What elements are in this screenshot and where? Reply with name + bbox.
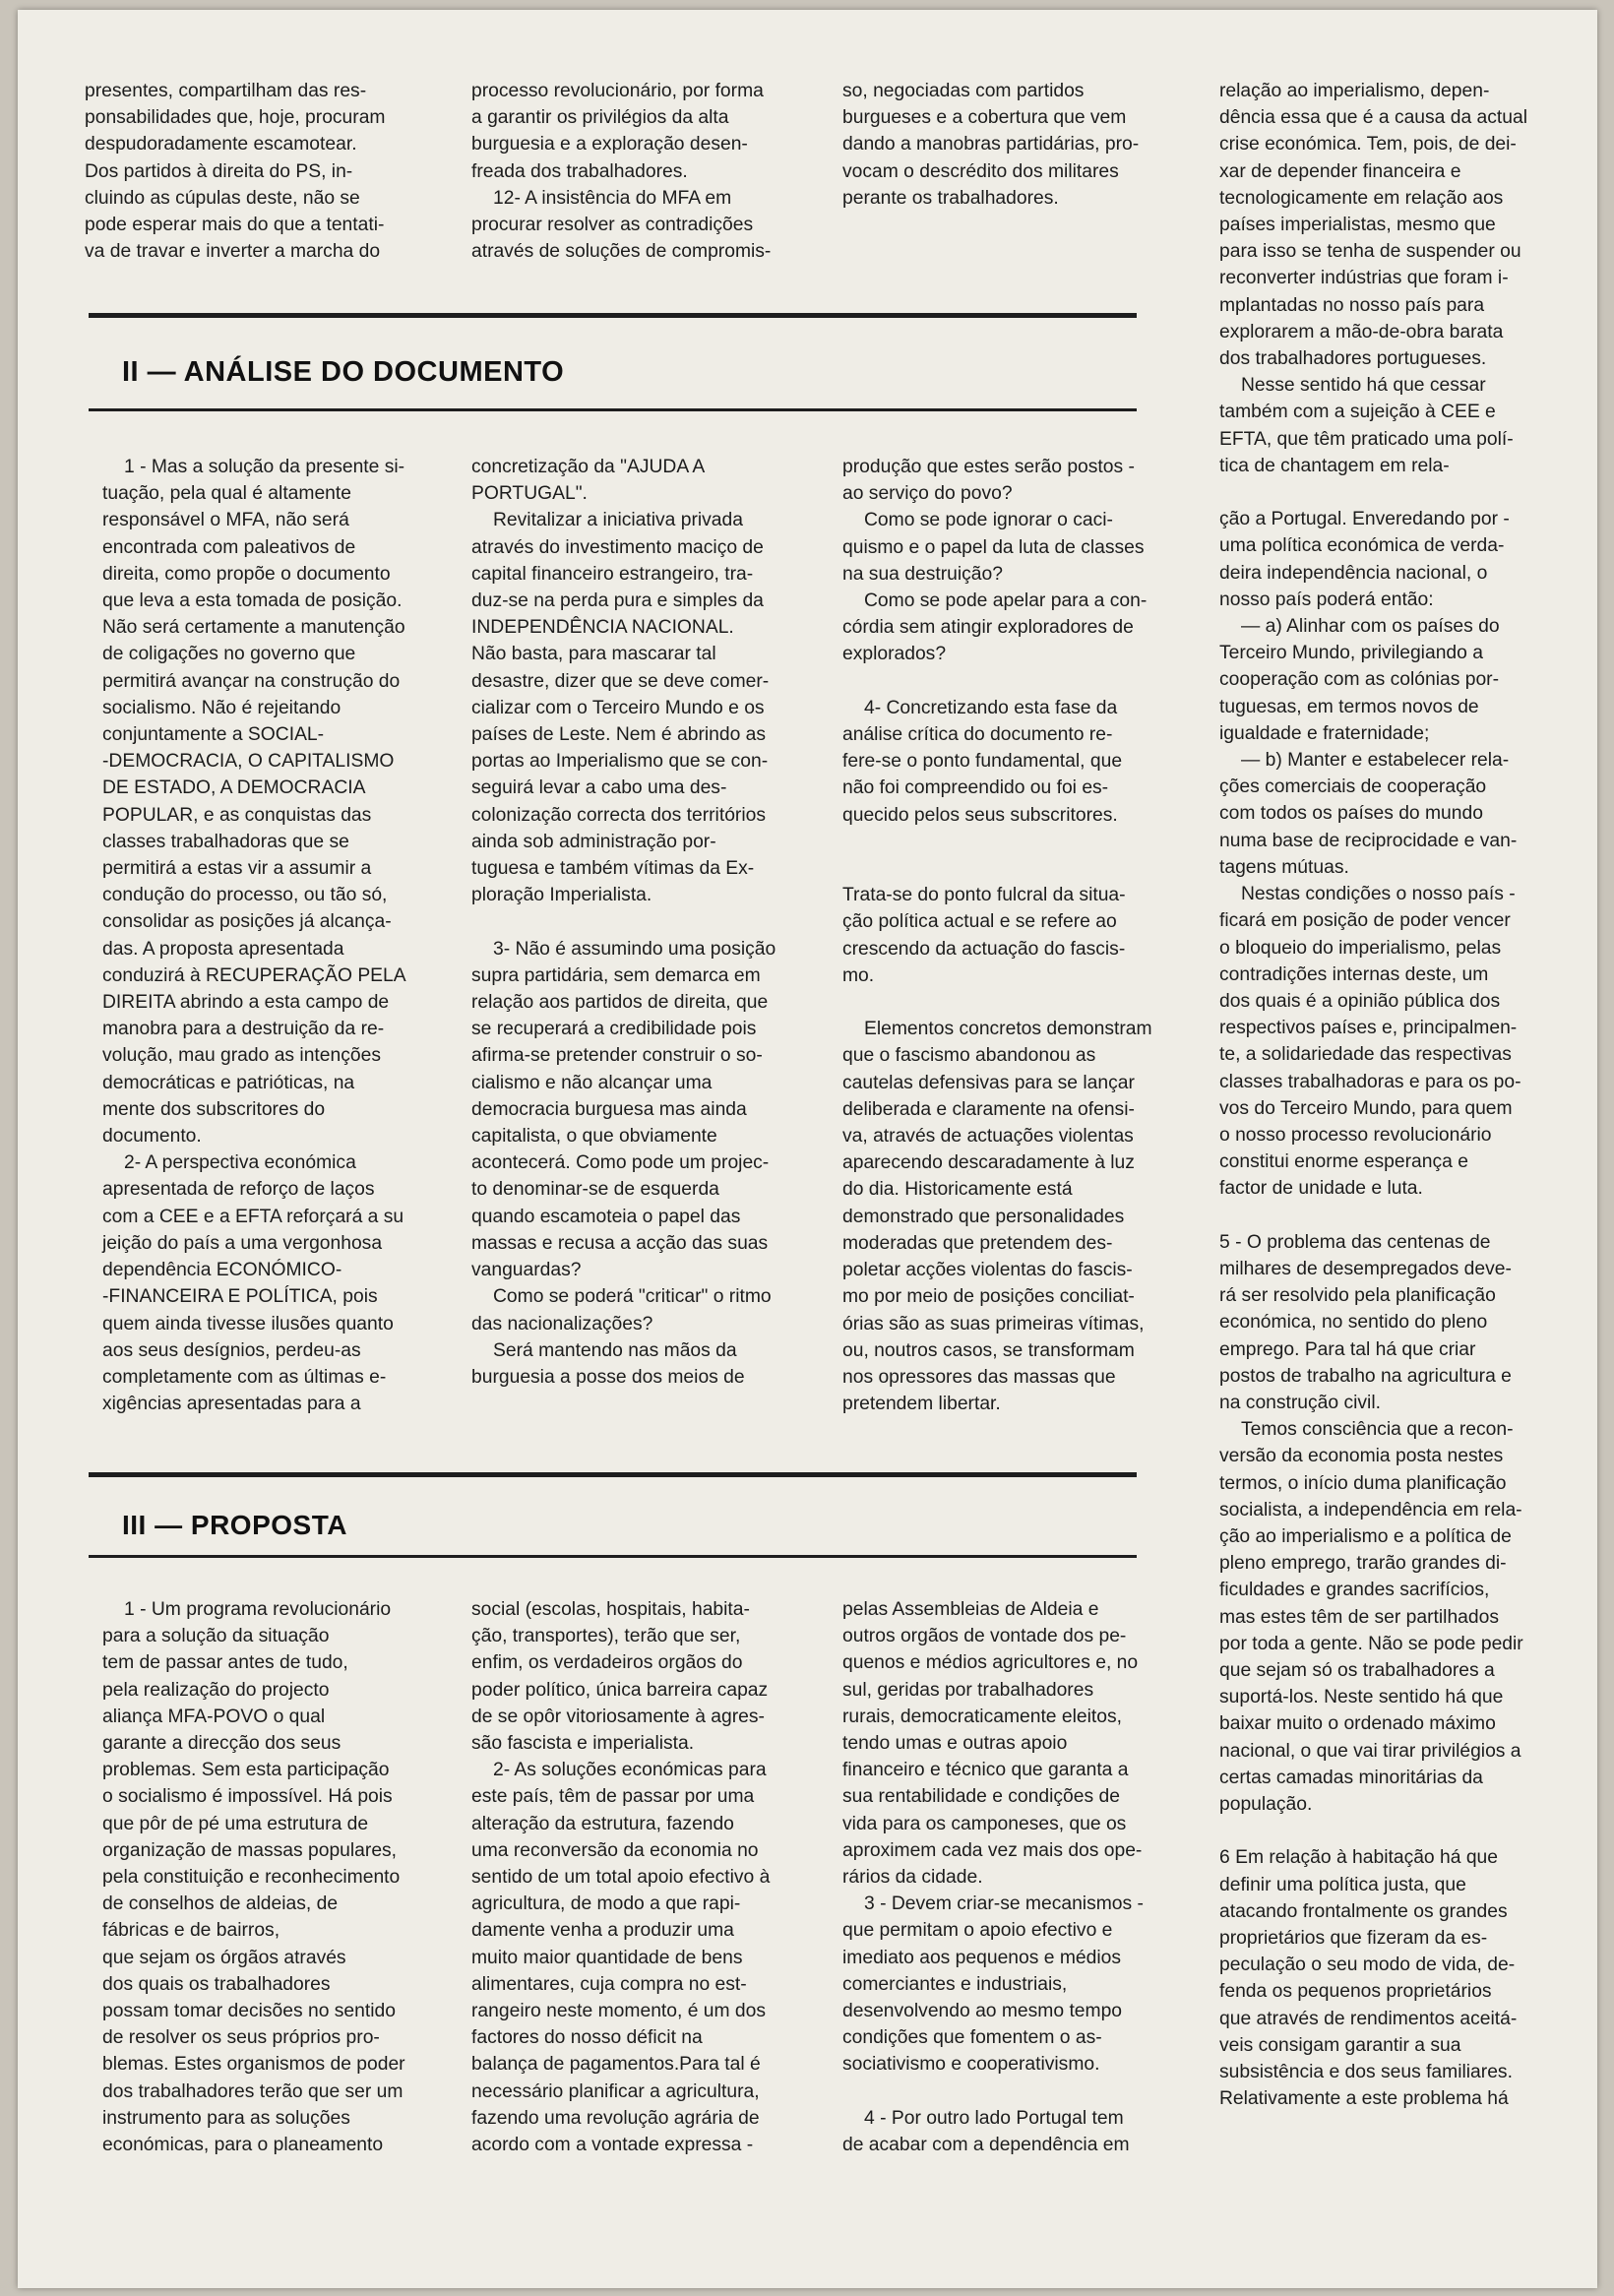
text-line: na construção civil. [1219, 1392, 1381, 1413]
text-line: Como se pode apelar para a con- [864, 590, 1148, 612]
text-line: sentido de um total apoio efectivo à [471, 1867, 771, 1889]
text-line: através de soluções de compromis- [471, 241, 772, 263]
text-line: crescendo da actuação do fascis- [842, 938, 1126, 960]
text-line: pela realização do projecto [102, 1679, 330, 1701]
text-line: alimentares, cuja compra no est- [471, 1973, 747, 1995]
text-line: dos trabalhadores portugueses. [1219, 348, 1487, 370]
text-line: encontrada com paleativos de [102, 536, 356, 558]
text-line: va, através de actuações violentas [842, 1126, 1134, 1148]
text-line: explorarem a mão-de-obra barata [1219, 321, 1504, 342]
text-line: necessário planificar a agricultura, [471, 2080, 760, 2102]
text-line: na sua destruição? [842, 563, 1003, 585]
text-line: aparecendo descaradamente à luz [842, 1152, 1135, 1174]
text-line: -DEMOCRACIA, O CAPITALISMO [102, 751, 395, 773]
text-line: postos de trabalho na agricultura e [1219, 1365, 1512, 1387]
text-line: — a) Alinhar com os países do [1241, 616, 1500, 638]
text-line: igualdade e fraternidade; [1219, 722, 1430, 744]
text-line: de resolver os seus próprios pro- [102, 2027, 380, 2049]
text-line: 2- A perspectiva económica [124, 1152, 356, 1174]
text-line: to denominar-se de esquerda [471, 1179, 719, 1201]
text-line: sua rentabilidade e condições de [842, 1786, 1120, 1808]
text-line: afirma-se pretender construir o so- [471, 1045, 763, 1067]
text-line: com a CEE e a EFTA reforçará a su [102, 1206, 404, 1227]
text-line [1219, 1818, 1576, 1844]
text-line: explorados? [842, 644, 947, 665]
text-line: ções comerciais de cooperação [1219, 776, 1487, 798]
text-line: quando escamoteia o papel das [471, 1206, 741, 1227]
text-line: jeição do país a uma vergonhosa [102, 1232, 383, 1254]
text-line: através do investimento maciço de [471, 536, 764, 558]
text-line: socialista, a independência em rela- [1219, 1499, 1522, 1520]
text-line: também com a sujeição à CEE e [1219, 402, 1496, 423]
text-line: não foi compreendido ou foi es- [842, 777, 1109, 799]
text-line: aproximem cada vez mais dos ope- [842, 1839, 1143, 1861]
text-line: países de Leste. Nem é abrindo as [471, 724, 767, 746]
text-line: pode esperar mais do que a tentati- [85, 215, 385, 236]
section-3-bottom-rule [89, 1555, 1137, 1558]
text-line: dando a manobras partidárias, pro- [842, 134, 1140, 155]
text-line: portas ao Imperialismo que se con- [471, 751, 769, 773]
text-line: peculação o seu modo de vida, de- [1219, 1955, 1516, 1976]
text-line: processo revolucionário, por forma [471, 81, 764, 101]
text-line: quem ainda tivesse ilusões quanto [102, 1313, 394, 1334]
text-line: completamente com as últimas e- [102, 1366, 387, 1388]
text-line: das nacionalizações? [471, 1313, 653, 1334]
text-line: mente dos subscritores do [102, 1098, 326, 1120]
text-line: análise crítica do documento re- [842, 724, 1113, 746]
top-column-2 [471, 78, 827, 265]
text-line: conjuntamente a SOCIAL- [102, 724, 325, 746]
text-line: garante a direcção dos seus [102, 1733, 341, 1755]
text-line: fazendo uma revolução agrária de [471, 2107, 760, 2129]
text-line: acordo com a vontade expressa - [471, 2135, 754, 2156]
text-line: ou, noutros casos, se transformam [842, 1339, 1135, 1361]
text-line: desenvolvendo ao mesmo tempo [842, 2001, 1123, 2022]
text-line: órias são as suas primeiras vítimas, [842, 1313, 1145, 1334]
text-line: veis consigam garantir a sua [1219, 2034, 1461, 2056]
text-line: uma reconversão da economia no [471, 1839, 759, 1861]
text-line: problemas. Sem esta participação [102, 1760, 390, 1781]
text-line: tecnologicamente em relação aos [1219, 187, 1504, 209]
text-line: presentes, compartilham das res- [85, 81, 367, 101]
text-line: organização de massas populares, [102, 1839, 398, 1861]
section-3-column-1 [102, 1596, 459, 2158]
text-line: massas e recusa a acção das suas [471, 1232, 769, 1254]
text-line: dos quais os trabalhadores [102, 1973, 331, 1995]
section-2-column-2 [471, 454, 827, 1391]
text-line: vos do Terceiro Mundo, para quem [1219, 1097, 1513, 1119]
text-line: permitirá a estas vir a assumir a [102, 858, 372, 880]
text-line: factores do nosso déficit na [471, 2027, 703, 2049]
text-line: instrumento para as soluções [102, 2107, 350, 2129]
text-line: relação ao imperialismo, depen- [1219, 81, 1490, 101]
text-line: relação aos partidos de direita, que [471, 992, 769, 1014]
text-line: vocam o descrédito dos militares [842, 160, 1119, 182]
text-line: -FINANCEIRA E POLÍTICA, pois [102, 1286, 378, 1308]
text-line: Nestas condições o nosso país - [1241, 884, 1516, 905]
text-line: socialismo. Não é rejeitando [102, 697, 341, 718]
text-line: supra partidária, sem demarca em [471, 964, 761, 986]
text-line: vanguardas? [471, 1260, 582, 1281]
text-line: este país, têm de passar por uma [471, 1786, 755, 1808]
text-line: PORTUGAL". [471, 483, 588, 505]
text-line: mplantadas no nosso país para [1219, 294, 1485, 316]
text-line: colonização correcta dos territórios [471, 804, 766, 826]
top-column-1 [85, 78, 457, 265]
text-line: Não basta, para mascarar tal [471, 644, 716, 665]
text-line: 12- A insistência do MFA em [493, 187, 732, 209]
text-line: deira independência nacional, o [1219, 562, 1488, 584]
text-line: uma política económica de verda- [1219, 535, 1505, 557]
text-line: despudoradamente escamotear. [85, 134, 357, 155]
text-line: burgueses e a cobertura que vem [842, 107, 1127, 129]
text-line: ção ao imperialismo e a política de [1219, 1525, 1512, 1547]
text-line: económica, no sentido do pleno [1219, 1312, 1488, 1334]
text-line: cialismo e não alcançar uma [471, 1072, 713, 1093]
text-line: população. [1219, 1794, 1313, 1815]
text-line: fábricas e de bairros, [102, 1920, 280, 1942]
text-line: aliança MFA-POVO o qual [102, 1706, 326, 1727]
text-line: nosso país poderá então: [1219, 589, 1434, 610]
text-line: consolidar as posições já alcança- [102, 911, 392, 933]
text-line [1219, 479, 1576, 506]
text-line: o nosso processo revolucionário [1219, 1124, 1492, 1146]
text-line: fenda os pequenos proprietários [1219, 1981, 1492, 2003]
text-line: mas estes têm de ser partilhados [1219, 1606, 1499, 1628]
text-line: tuguesas, em termos novos de [1219, 696, 1479, 717]
text-line: emprego. Para tal há que criar [1219, 1338, 1476, 1360]
text-line: quismo e o papel da luta de classes [842, 536, 1145, 558]
text-line: democracia burguesa mas ainda [471, 1098, 747, 1120]
text-line: 4- Concretizando esta fase da [864, 697, 1118, 718]
text-line: mo. [842, 964, 875, 986]
text-line: numa base de reciprocidade e van- [1219, 830, 1518, 851]
text-line: Temos consciência que a recon- [1241, 1419, 1514, 1441]
text-line: seguirá levar a cabo uma des- [471, 777, 727, 799]
text-line: ção política actual e se refere ao [842, 911, 1117, 933]
text-line: rurais, democraticamente eleitos, [842, 1706, 1122, 1727]
text-line: xigências apresentadas para a [102, 1394, 361, 1415]
section-2-top-rule [89, 313, 1137, 318]
text-line: agricultura, de modo a que rapi- [471, 1893, 741, 1915]
text-line: tagens mútuas. [1219, 856, 1349, 878]
text-line: o bloqueio do imperialismo, pelas [1219, 937, 1502, 959]
text-line: Como se pode ignorar o caci- [864, 510, 1113, 531]
text-line: pelas Assembleias de Aldeia e [842, 1599, 1099, 1620]
text-line: rá ser resolvido pela planificação [1219, 1285, 1496, 1307]
text-line: factor de unidade e luta. [1219, 1178, 1423, 1200]
text-line: de se opôr vitoriosamente à agres- [471, 1706, 765, 1727]
text-line: condução do processo, ou tão só, [102, 885, 388, 906]
text-line: 2- As soluções económicas para [493, 1760, 767, 1781]
text-line: classes trabalhadoras que se [102, 831, 349, 852]
text-line: apresentada de reforço de laços [102, 1179, 375, 1201]
text-line: baixar muito o ordenado máximo [1219, 1713, 1496, 1735]
text-line: o socialismo é impossível. Há pois [102, 1786, 393, 1808]
text-line: ainda sob administração por- [471, 831, 716, 852]
text-line: que sejam os órgãos através [102, 1947, 346, 1968]
text-line: acontecerá. Como pode um projec- [471, 1152, 770, 1174]
text-line: tica de chantagem em rela- [1219, 455, 1450, 476]
section-2-column-1 [102, 454, 459, 1417]
text-line: de acabar com a dependência em [842, 2135, 1130, 2156]
text-line: tem de passar antes de tudo, [102, 1652, 348, 1674]
text-line: Será mantendo nas mãos da [493, 1339, 737, 1361]
text-line [471, 908, 827, 935]
text-line: fere-se o ponto fundamental, que [842, 751, 1123, 773]
text-line: permitirá avançar na construção do [102, 670, 401, 692]
text-line: 3- Não é assumindo uma posição [493, 938, 776, 960]
text-line: nacional, o que vai tirar privilégios a [1219, 1740, 1521, 1762]
text-line: possam tomar decisões no sentido [102, 2001, 396, 2022]
text-line: milhares de desempregados deve- [1219, 1258, 1512, 1279]
section-2-heading: II — ANÁLISE DO DOCUMENTO [122, 356, 565, 388]
newspaper-page [18, 10, 1597, 2288]
text-line: va de travar e inverter a marcha do [85, 241, 381, 263]
text-line: alteração da estrutura, fazendo [471, 1813, 734, 1834]
text-line: comerciantes e industriais, [842, 1973, 1068, 1995]
text-line: balança de pagamentos.Para tal é [471, 2054, 761, 2076]
text-line: constitui enorme esperança e [1219, 1151, 1468, 1173]
text-line: Elementos concretos demonstram [864, 1019, 1152, 1040]
text-line: dência essa que é a causa da actual [1219, 107, 1528, 129]
text-line: enfim, os verdadeiros orgãos do [471, 1652, 743, 1674]
text-line: poder político, única barreira capaz [471, 1679, 769, 1701]
top-column-3 [842, 78, 1199, 212]
text-line [842, 829, 1199, 855]
text-line: são fascista e imperialista. [471, 1733, 695, 1755]
text-line: suportá-los. Neste sentido há que [1219, 1687, 1504, 1708]
text-line: que através de rendimentos aceitá- [1219, 2008, 1518, 2029]
text-line: pretendem libertar. [842, 1394, 1001, 1415]
text-line [842, 855, 1199, 882]
text-line: que permitam o apoio efectivo e [842, 1920, 1113, 1942]
text-line: económicas, para o planeamento [102, 2135, 384, 2156]
text-line: versão da economia posta nestes [1219, 1446, 1504, 1467]
text-line: Relativamente a este problema há [1219, 2088, 1509, 2110]
text-line: condições que fomentem o as- [842, 2027, 1102, 2049]
text-line: — b) Manter e estabelecer rela- [1241, 750, 1510, 772]
text-line: deliberada e claramente na ofensi- [842, 1098, 1135, 1120]
text-line: dos trabalhadores terão que ser um [102, 2080, 404, 2102]
text-line: perante os trabalhadores. [842, 187, 1059, 209]
text-line: sul, geridas por trabalhadores [842, 1679, 1094, 1701]
text-line: demonstrado que personalidades [842, 1206, 1125, 1227]
text-line: ficuldades e grandes sacrifícios, [1219, 1580, 1490, 1601]
text-line: conduzirá à RECUPERAÇÃO PELA [102, 964, 406, 986]
text-line: cializar com o Terceiro Mundo e os [471, 697, 765, 718]
text-line: proprietários que fizeram da es- [1219, 1928, 1488, 1950]
text-line: de coligações no governo que [102, 644, 356, 665]
text-line [842, 668, 1199, 695]
text-line: que o fascismo abandonou as [842, 1045, 1096, 1067]
text-line: tuguesa e também vítimas da Ex- [471, 858, 755, 880]
text-line: crise económica. Tem, pois, de dei- [1219, 134, 1517, 155]
text-line: xar de depender financeira e [1219, 160, 1461, 182]
text-line: 4 - Por outro lado Portugal tem [864, 2107, 1124, 2129]
text-line: córdia sem atingir exploradores de [842, 617, 1134, 639]
text-line: Dos partidos à direita do PS, in- [85, 160, 353, 182]
text-line: quenos e médios agricultores e, no [842, 1652, 1139, 1674]
text-line: produção que estes serão postos - [842, 457, 1135, 477]
text-line: das. A proposta apresentada [102, 938, 344, 960]
text-line: cooperação com as colónias por- [1219, 669, 1500, 691]
text-line: direita, como propõe o documento [102, 563, 391, 585]
text-line: por toda a gente. Não se pode pedir [1219, 1633, 1523, 1654]
text-line: pleno emprego, trarão grandes di- [1219, 1553, 1507, 1575]
text-line: que leva a esta tomada de posição. [102, 590, 403, 612]
text-line: dos quais é a opinião pública dos [1219, 990, 1501, 1012]
text-line: responsável o MFA, não será [102, 510, 349, 531]
text-line: te, a solidariedade das respectivas [1219, 1044, 1512, 1066]
text-line: cautelas defensivas para se lançar [842, 1072, 1135, 1093]
text-line: a garantir os privilégios da alta [471, 107, 729, 129]
text-line [1219, 1203, 1576, 1229]
text-line: DE ESTADO, A DEMOCRACIA [102, 777, 366, 799]
text-line: concretização da "AJUDA A [471, 457, 706, 477]
section-3-column-2 [471, 1596, 827, 2158]
text-line: so, negociadas com partidos [842, 81, 1085, 101]
text-line: Revitalizar a iniciativa privada [493, 510, 743, 531]
text-line: desastre, dizer que se deve comer- [471, 670, 770, 692]
text-line: burguesia e a exploração desen- [471, 134, 748, 155]
text-line: duz-se na perda pura e simples da [471, 590, 764, 612]
text-line: tendo umas e outras apoio [842, 1733, 1068, 1755]
section-2-bottom-rule [89, 408, 1137, 411]
section-2-column-3 [842, 454, 1199, 1417]
text-line: outros orgãos de vontade dos pe- [842, 1626, 1127, 1647]
text-line: damente venha a produzir uma [471, 1920, 734, 1942]
text-line: com todos os países do mundo [1219, 803, 1483, 825]
text-line: do dia. Historicamente está [842, 1179, 1073, 1201]
text-line: volução, mau grado as intenções [102, 1045, 381, 1067]
text-line: sociativismo e cooperativismo. [842, 2054, 1100, 2076]
text-line: burguesia a posse dos meios de [471, 1366, 745, 1388]
text-line: EFTA, que têm praticado uma polí- [1219, 428, 1514, 450]
text-line: social (escolas, hospitais, habita- [471, 1599, 750, 1620]
text-line: moderadas que pretendem des- [842, 1232, 1113, 1254]
text-line: 6 Em relação à habitação há que [1219, 1847, 1498, 1869]
text-line: certas camadas minoritárias da [1219, 1767, 1483, 1788]
text-line: capital financeiro estrangeiro, tra- [471, 563, 754, 585]
text-line: que pôr de pé uma estrutura de [102, 1813, 369, 1834]
text-line: ponsabilidades que, hoje, procuram [85, 107, 386, 129]
text-line: DIREITA abrindo a esta campo de [102, 992, 390, 1014]
text-line: 1 - Um programa revolucionário [124, 1599, 392, 1620]
text-line: mo por meio de posições conciliat- [842, 1286, 1135, 1308]
text-line: cluindo as cúpulas deste, não se [85, 187, 360, 209]
text-line: rangeiro neste momento, é um dos [471, 2001, 767, 2022]
text-line: ao serviço do povo? [842, 483, 1013, 505]
text-line: ção a Portugal. Enveredando por - [1219, 509, 1510, 530]
text-line: imediato aos pequenos e médios [842, 1947, 1121, 1968]
text-line: respectivos países e, principalmen- [1219, 1018, 1518, 1039]
text-line: Trata-se do ponto fulcral da situa- [842, 885, 1126, 906]
text-line: contradições internas deste, um [1219, 963, 1489, 985]
text-line: países imperialistas, mesmo que [1219, 215, 1496, 236]
text-line: Não será certamente a manutenção [102, 617, 405, 639]
text-line: Terceiro Mundo, privilegiando a [1219, 643, 1483, 664]
text-line: classes trabalhadoras e para os po- [1219, 1071, 1521, 1092]
text-line: dependência ECONÓMICO- [102, 1260, 342, 1281]
text-line: para a solução da situação [102, 1626, 330, 1647]
text-line: 1 - Mas a solução da presente si- [124, 457, 405, 477]
text-line: Como se poderá "criticar" o ritmo [493, 1286, 772, 1308]
text-line: 5 - O problema das centenas de [1219, 1231, 1491, 1253]
text-line: 3 - Devem criar-se mecanismos - [864, 1893, 1144, 1915]
text-line: atacando frontalmente os grandes [1219, 1900, 1508, 1922]
text-line [842, 2079, 1199, 2105]
text-line: POPULAR, e as conquistas das [102, 804, 372, 826]
text-line: Nesse sentido há que cessar [1241, 375, 1486, 397]
text-line: procurar resolver as contradições [471, 215, 754, 236]
text-line: freada dos trabalhadores. [471, 160, 688, 182]
section-3-heading: III — PROPOSTA [122, 1510, 347, 1540]
text-line [842, 989, 1199, 1016]
text-line: muito maior quantidade de bens [471, 1947, 743, 1968]
text-line: que sejam só os trabalhadores a [1219, 1659, 1495, 1681]
right-column [1219, 78, 1576, 2112]
text-line: ção, transportes), terão que ser, [471, 1626, 741, 1647]
text-line: vida para os camponeses, que os [842, 1813, 1127, 1834]
text-line: ficará em posição de poder vencer [1219, 910, 1511, 932]
text-line: definir uma política justa, que [1219, 1874, 1466, 1895]
text-line: tuação, pela qual é altamente [102, 483, 351, 505]
text-line: ploração Imperialista. [471, 885, 652, 906]
text-line: poletar acções violentas do fascis- [842, 1260, 1133, 1281]
section-3-top-rule [89, 1472, 1137, 1477]
text-line: se recuperará a credibilidade pois [471, 1019, 757, 1040]
section-3-column-3 [842, 1596, 1199, 2158]
text-line: pela constituição e reconhecimento [102, 1867, 401, 1889]
text-line: manobra para a destruição da re- [102, 1019, 385, 1040]
text-line: reconverter indústrias que foram i- [1219, 268, 1509, 289]
text-line: democráticas e patrióticas, na [102, 1072, 355, 1093]
text-line: termos, o início duma planificação [1219, 1472, 1507, 1494]
text-line: nos opressores das massas que [842, 1366, 1116, 1388]
text-line: rários da cidade. [842, 1867, 983, 1889]
text-line: quecido pelos seus subscritores. [842, 804, 1118, 826]
text-line: INDEPENDÊNCIA NACIONAL. [471, 617, 734, 639]
text-line: blemas. Estes organismos de poder [102, 2054, 405, 2076]
text-line: documento. [102, 1126, 202, 1148]
text-line: subsistência e dos seus familiares. [1219, 2062, 1513, 2083]
text-line: para isso se tenha de suspender ou [1219, 241, 1521, 263]
text-line: aos seus desígnios, perdeu-as [102, 1339, 361, 1361]
text-line: de conselhos de aldeias, de [102, 1893, 339, 1915]
text-line: financeiro e técnico que garanta a [842, 1760, 1129, 1781]
text-line: capitalista, o que obviamente [471, 1126, 717, 1148]
